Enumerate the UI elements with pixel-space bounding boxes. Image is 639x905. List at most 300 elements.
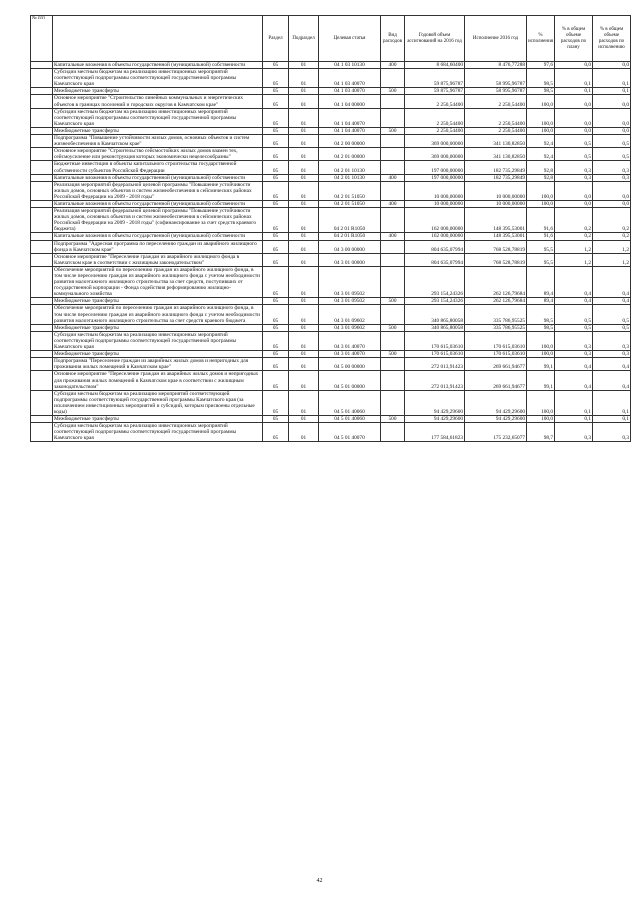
cell-name: Межбюджетные трансферты — [53, 127, 263, 134]
header-exec: Исполнение 2016 год — [465, 16, 527, 62]
cell-target: 04 1 03 40070 — [319, 88, 381, 95]
table-row — [31, 331, 631, 350]
cell-sp: 0,0 — [555, 108, 593, 127]
cell-type: 400 — [381, 233, 405, 240]
cell-name: Межбюджетные трансферты — [53, 416, 263, 423]
cell-se: 0,0 — [593, 95, 631, 108]
cell-sub: 01 — [289, 95, 319, 108]
cell-sp: 0,4 — [555, 371, 593, 390]
cell-sec: 05 — [263, 253, 289, 266]
cell-sp: 0,3 — [555, 331, 593, 350]
cell-sub: 01 — [289, 135, 319, 148]
cell-pct: 99,1 — [527, 371, 555, 390]
cell-name: Подпрограмма "Переселение граждан из аварийных жилых домов и непригодных для проживания жилых помещений в Камчатском крае" — [53, 358, 263, 371]
cell-sec: 05 — [263, 233, 289, 240]
cell-sec: 05 — [263, 266, 289, 297]
cell-plan: 272 013,91423 — [405, 371, 465, 390]
cell-exec: 148 395,53001 — [465, 208, 527, 233]
cell-sp: 0,2 — [555, 233, 593, 240]
cell-name: Капитальные вложения в объекты государственной (муниципальной) собственности — [53, 174, 263, 181]
cell-sub: 01 — [289, 148, 319, 161]
cell-name: Реализация мероприятий федеральной целевой программы "Повышение устойчивости жилых домов, основных объектов и систем жизнеобеспечения в сейсмических районах Российской Федерации на 2009 - 2018 годы" — [53, 181, 263, 200]
cell-sub: 01 — [289, 390, 319, 415]
cell-type — [381, 135, 405, 148]
cell-exec: 341 130,82850 — [465, 148, 527, 161]
cell-name: Межбюджетные трансферты — [53, 298, 263, 305]
cell-type — [381, 240, 405, 253]
cell-se: 0,0 — [593, 127, 631, 134]
cell-exec: 335 786,95525 — [465, 305, 527, 324]
cell-num — [31, 62, 53, 69]
cell-type — [381, 95, 405, 108]
cell-sec: 05 — [263, 181, 289, 200]
cell-exec: 182 735,29849 — [465, 161, 527, 174]
cell-pct: 95,5 — [527, 240, 555, 253]
cell-se: 0,0 — [593, 108, 631, 127]
cell-num — [31, 88, 53, 95]
cell-plan: 293 154,24326 — [405, 266, 465, 297]
cell-name: Межбюджетные трансферты — [53, 351, 263, 358]
table-row — [31, 253, 631, 266]
cell-sub: 01 — [289, 305, 319, 324]
cell-plan: 162 000,00000 — [405, 233, 465, 240]
cell-sec: 05 — [263, 240, 289, 253]
header-plan: Годовой объем ассигнований на 2016 год — [405, 16, 465, 62]
cell-sp: 0,4 — [555, 358, 593, 371]
cell-plan: 2 250,54400 — [405, 127, 465, 134]
cell-plan: 272 013,91423 — [405, 358, 465, 371]
cell-se: 1,2 — [593, 253, 631, 266]
cell-se: 0,1 — [593, 416, 631, 423]
cell-pct: 100,0 — [527, 416, 555, 423]
header-type: Вид расходов — [381, 16, 405, 62]
cell-type — [381, 390, 405, 415]
cell-num — [31, 266, 53, 297]
cell-plan: 340 865,80058 — [405, 305, 465, 324]
cell-sp: 0,1 — [555, 69, 593, 88]
cell-plan: 59 875,96787 — [405, 69, 465, 88]
cell-pct: 89,4 — [527, 298, 555, 305]
cell-exec: 94 429,29600 — [465, 390, 527, 415]
cell-sub: 01 — [289, 200, 319, 207]
cell-name: Субсидии местным бюджетам на реализацию инвестиционных мероприятий соответствующей подпрограммы соответствующей государственной программы Камчатского края — [53, 69, 263, 88]
table-row — [31, 423, 631, 442]
cell-type: 500 — [381, 416, 405, 423]
cell-type — [381, 331, 405, 350]
cell-pct: 100,0 — [527, 181, 555, 200]
table-row — [31, 181, 631, 200]
cell-sec: 05 — [263, 324, 289, 331]
cell-type — [381, 358, 405, 371]
table-body — [31, 62, 631, 442]
cell-target: 04 1 04 00000 — [319, 95, 381, 108]
cell-pct: 92,4 — [527, 148, 555, 161]
cell-exec: 768 528,78819 — [465, 240, 527, 253]
cell-sec: 05 — [263, 174, 289, 181]
cell-num — [31, 351, 53, 358]
cell-num — [31, 135, 53, 148]
cell-exec: 2 250,54400 — [465, 127, 527, 134]
cell-type: 400 — [381, 174, 405, 181]
cell-name: Субсидии местным бюджетам на реализацию инвестиционных мероприятий соответствующей подпрограммы соответствующей государственной программы Камчатского края — [53, 423, 263, 442]
cell-type — [381, 253, 405, 266]
header-subsection: Подраздел — [289, 16, 319, 62]
table-row — [31, 88, 631, 95]
cell-num — [31, 181, 53, 200]
cell-sub: 01 — [289, 233, 319, 240]
cell-se: 1,2 — [593, 240, 631, 253]
cell-sec: 05 — [263, 88, 289, 95]
cell-exec: 2 250,54400 — [465, 95, 527, 108]
cell-name: Подпрограмма "Повышение устойчивости жилых домов, основных объектов и систем жизнеобеспечения в Камчатском крае" — [53, 135, 263, 148]
cell-pct: 98,5 — [527, 69, 555, 88]
cell-num — [31, 253, 53, 266]
cell-se: 0,4 — [593, 266, 631, 297]
header-pct: % исполнения — [527, 16, 555, 62]
cell-sp: 0,5 — [555, 148, 593, 161]
cell-sub: 01 — [289, 181, 319, 200]
cell-name: Капитальные вложения в объекты государственной (муниципальной) собственности — [53, 62, 263, 69]
budget-table — [30, 15, 631, 442]
cell-type — [381, 371, 405, 390]
cell-pct: 92,8 — [527, 174, 555, 181]
cell-name: Межбюджетные трансферты — [53, 88, 263, 95]
cell-exec: 10 000,00000 — [465, 200, 527, 207]
cell-plan: 197 000,00000 — [405, 161, 465, 174]
cell-sub: 01 — [289, 208, 319, 233]
table-row — [31, 200, 631, 207]
cell-sp: 1,2 — [555, 240, 593, 253]
cell-type — [381, 69, 405, 88]
table-row — [31, 135, 631, 148]
cell-num — [31, 161, 53, 174]
header-share-plan: % в общем объеме расходов по плану — [555, 16, 593, 62]
cell-type: 500 — [381, 351, 405, 358]
cell-target: 04 3 01 00000 — [319, 253, 381, 266]
cell-pct: 100,0 — [527, 390, 555, 415]
cell-se: 0,5 — [593, 324, 631, 331]
header-num: № п/п — [31, 16, 53, 62]
cell-sp: 0,3 — [555, 161, 593, 174]
cell-pct: 95,5 — [527, 253, 555, 266]
cell-sp: 0,3 — [555, 174, 593, 181]
cell-name: Основное мероприятие "Строительство линейных коммунальных и энергетических объектов в границах поселений и городских округов в Камчатском крае" — [53, 95, 263, 108]
cell-se: 0,0 — [593, 181, 631, 200]
cell-pct: 98,5 — [527, 305, 555, 324]
cell-pct: 92,8 — [527, 161, 555, 174]
cell-type — [381, 266, 405, 297]
cell-type — [381, 181, 405, 200]
table-row — [31, 240, 631, 253]
cell-sec: 05 — [263, 200, 289, 207]
cell-num — [31, 390, 53, 415]
table-row — [31, 174, 631, 181]
table-row — [31, 351, 631, 358]
cell-exec: 58 995,96787 — [465, 69, 527, 88]
cell-sec: 05 — [263, 305, 289, 324]
cell-type: 500 — [381, 324, 405, 331]
cell-name: Субсидии местным бюджетам на реализацию инвестиционных мероприятий соответствующей подпрограммы соответствующей государственной программы Камчатского края — [53, 331, 263, 350]
table-row — [31, 161, 631, 174]
cell-type — [381, 423, 405, 442]
cell-exec: 335 786,95525 — [465, 324, 527, 331]
cell-se: 0,1 — [593, 69, 631, 88]
cell-type — [381, 208, 405, 233]
cell-se: 0,4 — [593, 371, 631, 390]
table-row — [31, 208, 631, 233]
cell-sec: 05 — [263, 127, 289, 134]
cell-sec: 05 — [263, 358, 289, 371]
cell-name: Бюджетные инвестиции в объекты капитального строительства государственной собственности субъектов Российской Федерации — [53, 161, 263, 174]
cell-sp: 0,1 — [555, 390, 593, 415]
cell-sec: 05 — [263, 331, 289, 350]
cell-sec: 05 — [263, 351, 289, 358]
table-header-row — [31, 16, 631, 62]
cell-se: 0,1 — [593, 88, 631, 95]
cell-name: Подпрограмма "Адресная программа по переселению граждан из аварийного жилищного фонда в Камчатском крае" — [53, 240, 263, 253]
cell-sp: 0,1 — [555, 88, 593, 95]
cell-se: 0,2 — [593, 208, 631, 233]
cell-target: 04 1 04 40070 — [319, 108, 381, 127]
cell-target: 04 2 01 R1050 — [319, 233, 381, 240]
cell-target: 04 5 00 00000 — [319, 358, 381, 371]
cell-target: 04 1 03 40070 — [319, 69, 381, 88]
cell-exec: 262 126,79684 — [465, 298, 527, 305]
cell-target: 04 2 01 00000 — [319, 148, 381, 161]
cell-name: Реализация мероприятий федеральной целевой программы "Повышение устойчивости жилых домов, основных объектов и систем жизнеобеспечения в сейсмических районах Российской Федерации на 2009 - 2018 годы" (софинансирование за счет средств краевого бюджета) — [53, 208, 263, 233]
cell-plan: 170 615,03610 — [405, 351, 465, 358]
cell-sec: 05 — [263, 371, 289, 390]
cell-pct: 98,5 — [527, 88, 555, 95]
cell-se: 0,2 — [593, 233, 631, 240]
cell-exec: 175 232,65077 — [465, 423, 527, 442]
cell-plan: 293 154,24326 — [405, 298, 465, 305]
cell-target: 04 2 01 51050 — [319, 200, 381, 207]
cell-exec: 148 395,53001 — [465, 233, 527, 240]
cell-exec: 58 995,96787 — [465, 88, 527, 95]
cell-num — [31, 358, 53, 371]
cell-num — [31, 69, 53, 88]
cell-plan: 369 000,00000 — [405, 148, 465, 161]
table-row — [31, 95, 631, 108]
cell-sub: 01 — [289, 253, 319, 266]
cell-sub: 01 — [289, 174, 319, 181]
cell-name: Обеспечение мероприятий по переселению граждан из аварийного жилищного фонда, в том числе переселению граждан из аварийного жилищного фонда с учетом необходимости развития малоэтажного жилищного строительства за счет средств краевого бюджета — [53, 305, 263, 324]
cell-se: 0,0 — [593, 200, 631, 207]
cell-num — [31, 240, 53, 253]
cell-num — [31, 148, 53, 161]
cell-type: 500 — [381, 127, 405, 134]
cell-sp: 0,0 — [555, 127, 593, 134]
cell-plan: 8 684,60400 — [405, 62, 465, 69]
cell-target: 04 5 01 40060 — [319, 390, 381, 415]
header-share-exec: % в общем объеме расходов по исполнению — [593, 16, 631, 62]
cell-target: 04 3 00 00000 — [319, 240, 381, 253]
cell-exec: 341 130,82850 — [465, 135, 527, 148]
cell-sub: 01 — [289, 88, 319, 95]
cell-name: Основное мероприятие "Переселение граждан из аварийного жилищного фонда в Камчатском крае в соответствии с жилищным законодательством" — [53, 253, 263, 266]
cell-sec: 05 — [263, 135, 289, 148]
cell-sp: 0,0 — [555, 95, 593, 108]
cell-sub: 01 — [289, 266, 319, 297]
cell-name: Субсидии местным бюджетам на реализацию инвестиционных мероприятий соответствующей подпрограммы соответствующей государственной программы Камчатского края — [53, 108, 263, 127]
header-target: Целевая статья — [319, 16, 381, 62]
cell-sub: 01 — [289, 324, 319, 331]
cell-sub: 01 — [289, 240, 319, 253]
cell-name: Основное мероприятие "Строительство сейсмостойких жилых домов взамен тех, сейсмоусиление или реконструкция которых экономически нецелесообразны" — [53, 148, 263, 161]
table-row — [31, 148, 631, 161]
cell-exec: 8 476,77288 — [465, 62, 527, 69]
header-name — [53, 16, 263, 62]
cell-se: 0,3 — [593, 351, 631, 358]
cell-se: 0,4 — [593, 358, 631, 371]
cell-sec: 05 — [263, 108, 289, 127]
cell-exec: 262 126,79684 — [465, 266, 527, 297]
cell-sec: 05 — [263, 423, 289, 442]
cell-sec: 05 — [263, 298, 289, 305]
cell-exec: 269 661,94677 — [465, 371, 527, 390]
table-row — [31, 305, 631, 324]
cell-num — [31, 423, 53, 442]
cell-num — [31, 305, 53, 324]
cell-pct: 91,6 — [527, 208, 555, 233]
cell-num — [31, 200, 53, 207]
cell-target: 04 2 00 00000 — [319, 135, 381, 148]
cell-num — [31, 233, 53, 240]
cell-plan: 94 429,29600 — [405, 390, 465, 415]
cell-target: 04 5 01 40070 — [319, 423, 381, 442]
cell-target: 04 5 01 40060 — [319, 416, 381, 423]
cell-pct: 100,0 — [527, 127, 555, 134]
cell-se: 0,3 — [593, 174, 631, 181]
cell-sub: 01 — [289, 371, 319, 390]
cell-num — [31, 416, 53, 423]
cell-sp: 0,5 — [555, 135, 593, 148]
cell-plan: 2 250,54400 — [405, 95, 465, 108]
cell-type — [381, 108, 405, 127]
cell-num — [31, 331, 53, 350]
cell-type — [381, 305, 405, 324]
table-row — [31, 69, 631, 88]
cell-pct: 100,0 — [527, 108, 555, 127]
cell-type — [381, 148, 405, 161]
cell-sub: 01 — [289, 351, 319, 358]
cell-target: 04 3 01 09502 — [319, 266, 381, 297]
cell-se: 0,4 — [593, 298, 631, 305]
cell-sec: 05 — [263, 208, 289, 233]
table-row — [31, 390, 631, 415]
cell-sec: 05 — [263, 62, 289, 69]
cell-plan: 170 615,03610 — [405, 331, 465, 350]
cell-num — [31, 174, 53, 181]
cell-plan: 59 875,96787 — [405, 88, 465, 95]
cell-pct: 97,6 — [527, 62, 555, 69]
table-row — [31, 108, 631, 127]
cell-type: 500 — [381, 298, 405, 305]
cell-name: Капитальные вложения в объекты государственной (муниципальной) собственности — [53, 200, 263, 207]
cell-sub: 01 — [289, 108, 319, 127]
cell-target: 04 3 01 40070 — [319, 351, 381, 358]
cell-sp: 0,5 — [555, 305, 593, 324]
cell-exec: 170 615,03610 — [465, 351, 527, 358]
cell-se: 0,0 — [593, 62, 631, 69]
cell-se: 0,3 — [593, 331, 631, 350]
cell-se: 0,3 — [593, 423, 631, 442]
table-row — [31, 233, 631, 240]
cell-plan: 804 635,07994 — [405, 253, 465, 266]
cell-sp: 0,0 — [555, 200, 593, 207]
cell-sec: 05 — [263, 148, 289, 161]
table-row — [31, 371, 631, 390]
cell-sec: 05 — [263, 95, 289, 108]
cell-num — [31, 324, 53, 331]
cell-target: 04 1 03 10130 — [319, 62, 381, 69]
cell-target: 04 2 01 51050 — [319, 181, 381, 200]
cell-exec: 182 735,29849 — [465, 174, 527, 181]
cell-se: 0,5 — [593, 305, 631, 324]
cell-pct: 100,0 — [527, 95, 555, 108]
cell-sp: 0,1 — [555, 416, 593, 423]
cell-sp: 0,2 — [555, 208, 593, 233]
cell-plan: 340 865,80058 — [405, 324, 465, 331]
cell-pct: 98,7 — [527, 423, 555, 442]
cell-sec: 05 — [263, 390, 289, 415]
cell-exec: 10 000,00000 — [465, 181, 527, 200]
cell-type: 500 — [381, 88, 405, 95]
cell-type: 400 — [381, 200, 405, 207]
cell-sp: 0,3 — [555, 423, 593, 442]
cell-sp: 0,0 — [555, 62, 593, 69]
cell-num — [31, 95, 53, 108]
cell-name: Основное мероприятие "Переселение граждан из аварийных жилых домов и непригодных для проживания жилых помещений в Камчатском крае в соответствии с жилищным законодательством" — [53, 371, 263, 390]
cell-pct: 100,0 — [527, 200, 555, 207]
cell-pct: 89,4 — [527, 266, 555, 297]
cell-exec: 768 528,78819 — [465, 253, 527, 266]
cell-se: 0,3 — [593, 161, 631, 174]
cell-num — [31, 127, 53, 134]
cell-name: Обеспечение мероприятий по переселению граждан из аварийного жилищного фонда, в том числе переселению граждан из аварийного жилищного фонда с учетом необходимости развития малоэтажного жилищного строительства за счет средств, поступивших от государственной корпорации - Фонда содействия реформированию жилищно-коммунального хозяйства — [53, 266, 263, 297]
cell-sp: 0,4 — [555, 266, 593, 297]
table-row — [31, 127, 631, 134]
cell-sub: 01 — [289, 416, 319, 423]
cell-type: 400 — [381, 62, 405, 69]
cell-plan: 94 429,29600 — [405, 416, 465, 423]
cell-sub: 01 — [289, 161, 319, 174]
table-row — [31, 298, 631, 305]
cell-sub: 01 — [289, 127, 319, 134]
cell-sec: 05 — [263, 69, 289, 88]
cell-pct: 100,0 — [527, 331, 555, 350]
cell-plan: 369 000,00000 — [405, 135, 465, 148]
cell-plan: 10 000,00000 — [405, 181, 465, 200]
table-row — [31, 416, 631, 423]
cell-target: 04 2 01 10130 — [319, 161, 381, 174]
cell-plan: 2 250,54400 — [405, 108, 465, 127]
cell-pct: 99,1 — [527, 358, 555, 371]
table-row — [31, 324, 631, 331]
cell-target: 04 5 01 00000 — [319, 371, 381, 390]
cell-sec: 05 — [263, 416, 289, 423]
cell-sp: 1,2 — [555, 253, 593, 266]
cell-pct: 98,5 — [527, 324, 555, 331]
table-row — [31, 266, 631, 297]
cell-sp: 0,5 — [555, 324, 593, 331]
cell-target: 04 3 01 40070 — [319, 331, 381, 350]
header-section: Раздел — [263, 16, 289, 62]
cell-sub: 01 — [289, 69, 319, 88]
cell-num — [31, 208, 53, 233]
cell-plan: 162 000,00000 — [405, 208, 465, 233]
